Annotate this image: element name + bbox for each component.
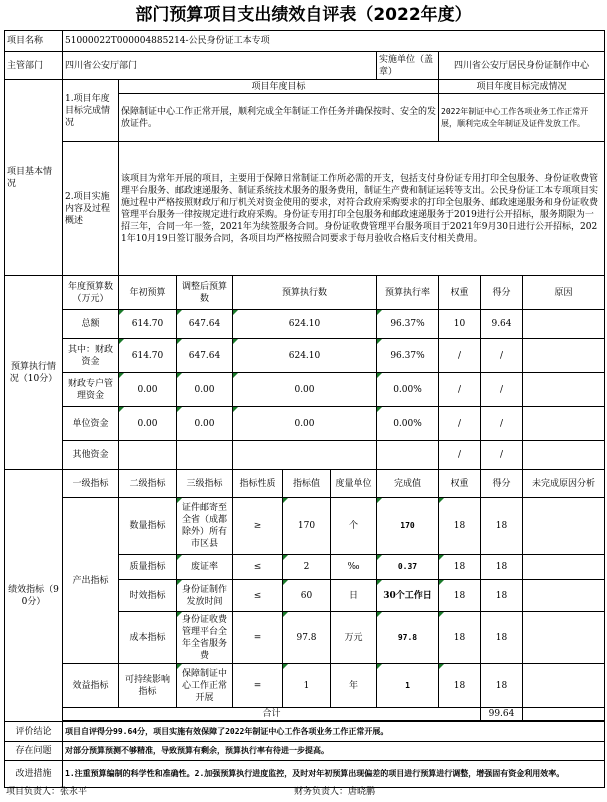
perf-nature: ≤ (233, 555, 283, 580)
budget-row (5, 441, 605, 470)
perf-reason-header: 未完成原因分析 (523, 470, 605, 498)
budget-row (5, 310, 605, 339)
impl-text: 该项目为常年开展的项目，主要用于保障日常制证工作所必需的开支，包括支付身份证专用打印全包服务、身份证收费管理平台服务、邮政速递服务、制证系统技术服务的服务费用，制证生产费和制证运转等支出。公民身份证工本专项项目实施过程中严格按照财政厅和厅机关对资金使用的要求，对符合政府采购要求的打印全包服务、邮政速递服务和身份证收费管理平台服务一律按规定进行政府采购。身份证专用打印全包服务和邮政速递服务于2019进行公开招标，服务期限为一招三年，合同一年一签，2021年为续签服务合同。身份证收费管理平台服务项目于2021年9月30日进行公开招标，2021年10月19日签订服务合同，各项目均严格按照合同要求于每月验收合格后支付相关费用。 (119, 142, 605, 276)
perf-done: 170 (377, 498, 439, 555)
perf-nature-header: 指标性质 (233, 470, 283, 498)
budget-executed-header: 预算执行数 (233, 276, 377, 310)
budget-adjusted (177, 441, 233, 470)
perf-unit: 日 (331, 580, 377, 612)
total-row (5, 708, 605, 721)
project-name-row (5, 31, 605, 52)
perf-done: 1 (377, 664, 439, 708)
perf-value: 97.8 (283, 612, 331, 664)
budget-row (5, 407, 605, 441)
budget-weight: / (439, 407, 481, 441)
issues-label: 存在问题 (5, 742, 63, 761)
perf-value: 2 (283, 555, 331, 580)
perf-weight: 18 (439, 580, 481, 612)
perf-reason (523, 555, 605, 580)
budget-reason (523, 441, 605, 470)
perf-weight-header: 权重 (439, 470, 481, 498)
budget-reason (523, 407, 605, 441)
budget-adjusted: 647.64 (177, 339, 233, 373)
perf-section-label: 绩效指标（90分） (5, 470, 63, 722)
perf-row (5, 498, 605, 555)
perf-score: 18 (481, 555, 523, 580)
perf-reason (523, 664, 605, 708)
perf-row (5, 664, 605, 708)
measures-label: 改进措施 (5, 761, 63, 788)
budget-rate: 0.00% (377, 407, 439, 441)
budget-weight: / (439, 339, 481, 373)
perf-l3: 证件邮寄至全省（成都除外）所有市区县 (177, 498, 233, 555)
perf-unit: 年 (331, 664, 377, 708)
budget-reason (523, 339, 605, 373)
budget-executed (233, 441, 377, 470)
perf-weight: 18 (439, 498, 481, 555)
basic-section-label: 项目基本情况 (5, 80, 63, 276)
dept-value: 四川省公安厅部门 (63, 52, 377, 80)
perf-score-header: 得分 (481, 470, 523, 498)
perf-l3-header: 三级指标 (177, 470, 233, 498)
budget-initial-header: 年初预算 (119, 276, 177, 310)
budget-row-label: 财政专户管理资金 (63, 373, 119, 407)
goal-text: 保障制证中心工作正常开展，顺利完成全年制证工作任务并确保按时、安全的发放证件。 (119, 94, 439, 142)
conclusion-row (5, 722, 605, 742)
perf-reason (523, 612, 605, 664)
budget-row-label: 单位资金 (63, 407, 119, 441)
perf-l2: 质量指标 (119, 555, 177, 580)
perf-nature: ≥ (233, 498, 283, 555)
budget-score: / (481, 441, 523, 470)
goal-header-row (5, 80, 605, 94)
page-title: 部门预算项目支出绩效自评表（2022年度） (135, 5, 472, 25)
budget-rate-header: 预算执行率 (377, 276, 439, 310)
perf-done: 97.8 (377, 612, 439, 664)
goal-col-header: 项目年度目标 (119, 80, 439, 94)
perf-nature: ≤ (233, 580, 283, 612)
issues-row (5, 742, 605, 761)
budget-row (5, 373, 605, 407)
perf-unit-header: 度量单位 (331, 470, 377, 498)
dept-label: 主管部门 (5, 52, 63, 80)
perf-done-header: 完成值 (377, 470, 439, 498)
budget-rate: 0.00% (377, 373, 439, 407)
effect-indicator-label: 效益指标 (63, 664, 119, 708)
perf-unit: 个 (331, 498, 377, 555)
impl-label: 2.项目实施内容及过程概述 (63, 142, 119, 276)
measures-text: 1.注重预算编制的科学性和准确性。2.加强预算执行进度监控，及时对年初预算出现偏差的项目进行预算进行调整，增强固有资金利用效率。 (63, 761, 605, 788)
budget-section-label: 预算执行情况（10分） (5, 276, 63, 470)
perf-unit: 万元 (331, 612, 377, 664)
total-label: 合计 (63, 708, 481, 721)
budget-row-label: 其中：财政资金 (63, 339, 119, 373)
budget-header-row (5, 276, 605, 310)
budget-rate: 96.37% (377, 339, 439, 373)
perf-weight: 18 (439, 612, 481, 664)
perf-nature: = (233, 612, 283, 664)
perf-l1-header: 一级指标 (63, 470, 119, 498)
perf-value: 60 (283, 580, 331, 612)
budget-executed: 0.00 (233, 373, 377, 407)
conclusion-label: 评价结论 (5, 722, 63, 742)
perf-unit: ‰ (331, 555, 377, 580)
budget-executed: 0.00 (233, 407, 377, 441)
output-indicator-label: 产出指标 (63, 498, 119, 664)
budget-weight-header: 权重 (439, 276, 481, 310)
budget-executed: 624.10 (233, 310, 377, 339)
total-reason (523, 708, 605, 721)
budget-weight: / (439, 441, 481, 470)
perf-l3: 身份证收费管理平台全年全省服务费 (177, 612, 233, 664)
impl-unit-value: 四川省公安厅居民身份证制作中心 (439, 52, 605, 80)
budget-adjusted: 647.64 (177, 310, 233, 339)
perf-done: 0.37 (377, 555, 439, 580)
perf-l3: 保障制证中心工作正常开展 (177, 664, 233, 708)
budget-initial (119, 441, 177, 470)
done-text: 2022年制证中心工作各项业务工作正常开展，顺利完成全年制证及证件发放工作。 (439, 94, 605, 142)
perf-score: 18 (481, 580, 523, 612)
perf-l2: 成本指标 (119, 612, 177, 664)
perf-header-row (5, 470, 605, 498)
budget-initial: 614.70 (119, 339, 177, 373)
perf-done: 30个工作日 (377, 580, 439, 612)
budget-score: / (481, 373, 523, 407)
perf-l3: 身份证制作发放时间 (177, 580, 233, 612)
project-name-value: 51000022T000004885214-公民身份证工本专项 (63, 31, 605, 52)
evaluation-table (4, 30, 605, 788)
perf-score: 18 (481, 664, 523, 708)
measures-row (5, 761, 605, 788)
finance-lead: 财务负责人：唐晓鹏 (294, 787, 376, 797)
perf-value: 1 (283, 664, 331, 708)
conclusion-text: 项目自评得分99.64分，项目实施有效保障了2022年制证中心工作各项业务工作正常开展。 (63, 722, 605, 742)
perf-l2: 数量指标 (119, 498, 177, 555)
perf-weight: 18 (439, 664, 481, 708)
perf-reason (523, 498, 605, 555)
budget-score: 9.64 (481, 310, 523, 339)
budget-rate (377, 441, 439, 470)
perf-reason (523, 580, 605, 612)
perf-l2-header: 二级指标 (119, 470, 177, 498)
perf-value-header: 指标值 (283, 470, 331, 498)
budget-executed: 624.10 (233, 339, 377, 373)
budget-rate: 96.37% (377, 310, 439, 339)
project-name-label: 项目名称 (5, 31, 63, 52)
budget-reason (523, 373, 605, 407)
budget-adjusted-header: 调整后预算数 (177, 276, 233, 310)
budget-item-header: 年度预算数（万元） (63, 276, 119, 310)
signature-footer (4, 785, 604, 800)
budget-initial: 614.70 (119, 310, 177, 339)
budget-score: / (481, 407, 523, 441)
budget-row-label: 总额 (63, 310, 119, 339)
perf-weight: 18 (439, 555, 481, 580)
perf-l2: 时效指标 (119, 580, 177, 612)
done-col-header: 项目年度目标完成情况 (439, 80, 605, 94)
budget-weight: / (439, 373, 481, 407)
budget-reason-header: 原因 (523, 276, 605, 310)
budget-score-header: 得分 (481, 276, 523, 310)
perf-value: 170 (283, 498, 331, 555)
budget-row-label: 其他资金 (63, 441, 119, 470)
budget-score: / (481, 339, 523, 373)
total-score: 99.64 (481, 708, 523, 721)
budget-initial: 0.00 (119, 407, 177, 441)
budget-reason (523, 310, 605, 339)
issues-text: 对部分预算预测不够精准，导致预算有剩余，预算执行率有待进一步提高。 (63, 742, 605, 761)
perf-nature: = (233, 664, 283, 708)
impl-unit-label: 实施单位（盖章） (377, 52, 439, 80)
perf-l3: 废证率 (177, 555, 233, 580)
goal-label: 1.项目年度目标完成情况 (63, 80, 119, 142)
budget-adjusted: 0.00 (177, 407, 233, 441)
impl-spacer-row (5, 142, 605, 156)
budget-row (5, 339, 605, 373)
perf-score: 18 (481, 612, 523, 664)
perf-l2: 可持续影响指标 (119, 664, 177, 708)
budget-weight: 10 (439, 310, 481, 339)
budget-initial: 0.00 (119, 373, 177, 407)
project-lead: 项目负责人：张永平 (6, 787, 88, 797)
department-row (5, 52, 605, 80)
budget-adjusted: 0.00 (177, 373, 233, 407)
perf-score: 18 (481, 498, 523, 555)
